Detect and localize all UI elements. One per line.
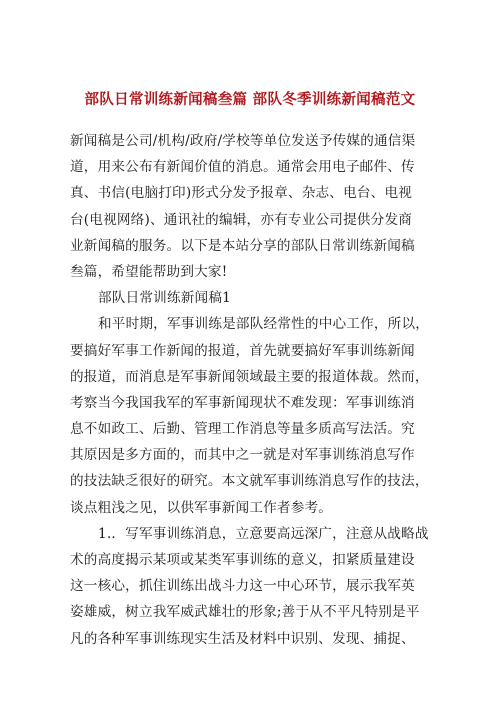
text-line: 1.．写军事训练消息，立意要高远深广，注意从战略战 bbox=[98, 525, 429, 542]
text-line: 新闻稿是公司/机构/政府/学校等单位发送予传媒的通信渠 bbox=[70, 133, 416, 149]
text-line: 谈点粗浅之见，以供军事新闻工作者参考。 bbox=[70, 499, 333, 516]
text-line: 叁篇，希望能帮助到大家! bbox=[70, 263, 228, 280]
text-line: 姿雄威，树立我军威武雄壮的形象;善于从不平凡特别是平 bbox=[70, 604, 420, 621]
text-line: 的技法缺乏很好的研究。本文就军事训练消息写作的技法， bbox=[70, 473, 429, 490]
text-line: 道，用来公布有新闻价值的消息。通常会用电子邮件、传 bbox=[70, 159, 415, 176]
text-line: 要搞好军事工作新闻的报道，首先就要搞好军事训练新闻 bbox=[70, 342, 415, 359]
text-line: 凡的各种军事训练现实生活及材料中识别、发现、捕捉、 bbox=[70, 630, 415, 647]
text-line: 业新闻稿的服务。以下是本站分享的部队日常训练新闻稿 bbox=[70, 237, 415, 254]
text-line: 息不如政工、后勤、管理工作消息等量多质高写法活。究 bbox=[70, 421, 415, 438]
document-body bbox=[70, 128, 435, 652]
text-line: 术的高度揭示某项或某类军事训练的意义，扣紧质量建设 bbox=[70, 552, 415, 568]
text-line: 部队日常训练新闻稿1 bbox=[98, 290, 231, 307]
text-line: 真、书信(电脑打印)形式分发予报章、杂志、电台、电视 bbox=[70, 185, 413, 202]
text-line: 这一核心，抓住训练出战斗力这一中心环节，展示我军英 bbox=[70, 578, 415, 595]
document-title: 部队日常训练新闻稿叁篇 部队冬季训练新闻稿范文 bbox=[84, 91, 416, 108]
text-line: 考察当今我国我军的军事新闻现状不难发现：军事训练消 bbox=[70, 394, 415, 411]
text-line: 的报道，而消息是军事新闻领域最主要的报道体裁。然而， bbox=[70, 368, 429, 385]
text-line: 和平时期，军事训练是部队经常性的中心工作，所以， bbox=[98, 316, 430, 333]
text-line: 台(电视网络)、通讯社的编辑，亦有专业公司提供分发商 bbox=[70, 211, 413, 228]
text-line: 其原因是多方面的，而其中之一就是对军事训练消息写作 bbox=[70, 447, 415, 464]
